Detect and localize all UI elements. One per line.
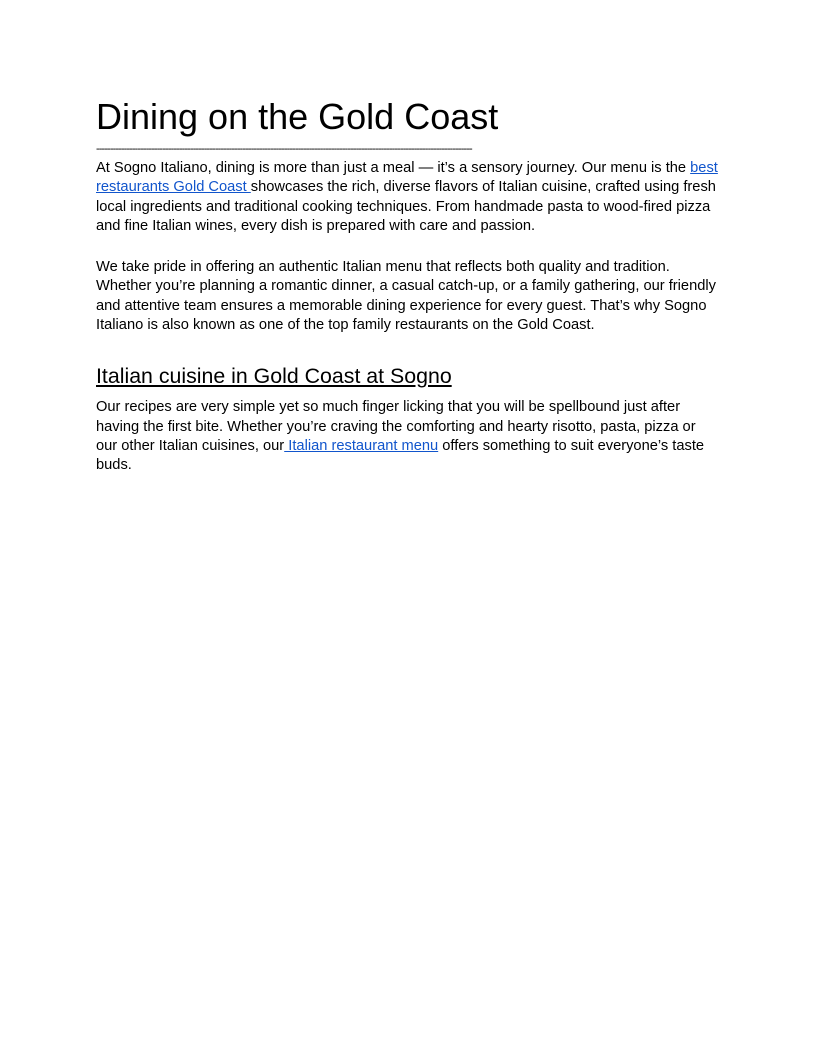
section-heading: Italian cuisine in Gold Coast at Sogno (96, 364, 452, 389)
intro-paragraph (96, 159, 720, 236)
paragraph-spacer (96, 236, 720, 255)
horizontal-rule: ---------------------------------------------------------------------------------------------------------------------------------------- (96, 143, 472, 155)
document-page (96, 96, 720, 476)
italian-menu-link[interactable]: Italian restaurant menu (284, 437, 439, 454)
intro-text-start: At Sogno Italiano, dining is more than just a meal — it’s a sensory journey. Our menu is the (96, 160, 691, 176)
intro-text-end: showcases the rich, diverse flavors of Italian cuisine, crafted using fresh local ingredients and traditional cooking techniques. From handmade pasta to wood-fired pizza and fine Italian wines, every dish is prepared with care and passion. (96, 179, 716, 234)
section-paragraph (96, 398, 720, 475)
page-title: Dining on the Gold Coast (96, 96, 499, 137)
second-paragraph: We take pride in offering an authentic Italian menu that reflects both quality and tradition. Whether you’re planning a romantic dinner, a casual catch-up, or a family gathering, our friendly and attentive team ensures a memorable dining experience for every guest. That’s why Sogno Italiano is also known as one of the top family restaurants on the Gold Coast. (96, 259, 716, 334)
section-text-end: offers something to suit everyone’s taste buds. (96, 437, 705, 474)
best-restaurants-link[interactable]: best restaurants Gold Coast (96, 160, 718, 196)
section-text-start: Our recipes are very simple yet so much finger licking that you will be spellbound just after having the first bite. Whether you’re craving the comforting and hearty risotto, pasta, pizza or our other Italian cuisines, our (96, 399, 696, 454)
